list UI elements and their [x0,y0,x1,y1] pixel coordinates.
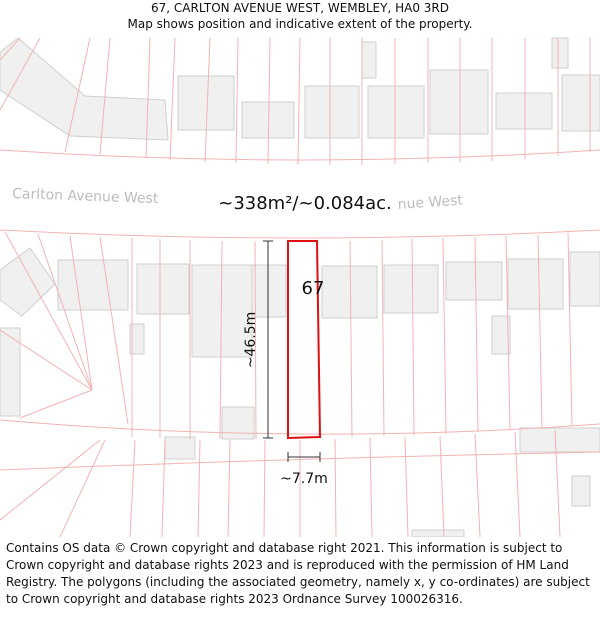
depth-label: ~46.5m [243,311,259,369]
building [570,252,600,306]
street-name-label-right: nue West [397,192,464,213]
building [508,259,563,309]
building [222,407,254,439]
building [368,86,424,138]
title-block [0,0,600,36]
building [305,86,359,138]
building [137,264,189,314]
building [552,38,568,68]
building [412,530,464,537]
building [322,266,377,318]
building [384,265,438,313]
building [252,265,286,317]
area-label: ~338m²/~0.084ac. [218,193,392,214]
building [362,42,376,78]
building [572,476,590,506]
property-address: 67, CARLTON AVENUE WEST, WEMBLEY, HA0 3RD [151,1,449,15]
building [58,260,128,310]
map-canvas[interactable] [0,37,600,537]
building [178,76,234,130]
street-name-label-left: Carlton Avenue West [11,186,159,208]
building [430,70,488,134]
building [520,428,600,452]
plot-number-label: 67 [301,278,325,299]
width-label: ~7.7m [280,471,328,487]
map-subtitle: Map shows position and indicative extent of the property. [127,17,473,31]
building [562,75,600,131]
building [496,93,552,129]
copyright-notice: Contains OS data © Crown copyright and database right 2021. This information is subject to Crown copyright and database rights 2023 and is reproduced with the permission of HM Land Registry. The polygons (including the associated geometry, namely x, y co-ordinates) are subject to Crown copyright and database rights 2023 Ordnance Survey 100026316. [6,541,590,606]
building [446,262,502,300]
building [165,437,195,459]
